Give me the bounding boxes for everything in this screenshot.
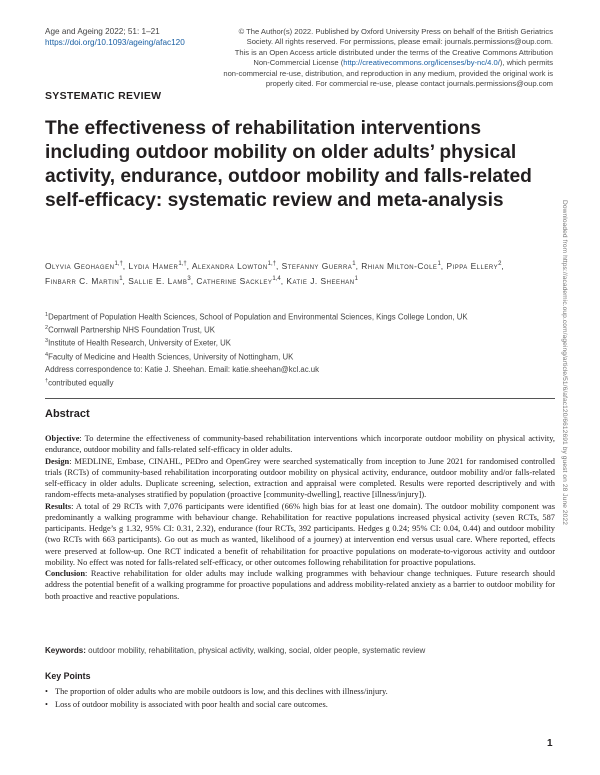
- affiliation-number: 2: [45, 325, 49, 332]
- dagger-mark: †: [45, 377, 49, 384]
- contribution-text: contributed equally: [48, 378, 114, 388]
- author-affiliation-mark: 1,†: [178, 261, 187, 267]
- author-separator: ,: [440, 260, 444, 271]
- key-point-text: Loss of outdoor mobility is associated with poor health and social care outcomes.: [55, 699, 328, 709]
- copyright-line: [220, 58, 553, 68]
- correspondence-address: Address correspondence to: Katie J. Sheehan. Email: katie.sheehan@kcl.ac.uk: [45, 365, 320, 374]
- correspondence-block: [45, 364, 545, 389]
- author-affiliation-mark: 1,†: [114, 261, 123, 267]
- affiliation-text: Cornwall Partnership NHS Foundation Trust, UK: [48, 325, 215, 335]
- copyright-line: properly cited. For commercial re-use, please contact journals.permissions@oup.com: [265, 79, 553, 89]
- author-name: Alexandra Lowton: [191, 260, 268, 271]
- author-affiliation-mark: 2: [498, 261, 502, 267]
- author-list: [45, 258, 525, 288]
- author-separator: ,: [276, 260, 279, 271]
- copyright-line: © The Author(s) 2022. Published by Oxford University Press on behalf of the British Geriatrics: [238, 27, 553, 36]
- key-points-heading: Key Points: [45, 671, 91, 681]
- author-separator: ,: [501, 260, 505, 271]
- keywords-text: outdoor mobility, rehabilitation, physical activity, walking, social, older people, systematic review: [85, 646, 426, 655]
- author-name: Stefanny Guerra: [281, 260, 353, 271]
- author-separator: ,: [186, 260, 190, 271]
- article-title: The effectiveness of rehabilitation interventions including outdoor mobility on older adults’ physical activity, endurance, outdoor mobility and falls-related self-efficacy: systematic review and meta-analysis: [45, 118, 532, 211]
- author-name: Catherine Sackley: [196, 275, 273, 286]
- abstract-heading: Abstract: [45, 408, 90, 420]
- key-point-text: The proportion of older adults who are mobile outdoors is low, and this declines with illness/injury.: [55, 687, 388, 696]
- results-text: : A total of 29 RCTs with 7,076 participants were identified (66% high bias for at least one domain). The outdoor mobility component was predominantly a walking programme with behaviour change. Rehabilitation for reactive populations increased physical activity (seven RCTs, 587 participants. Hedge’s g 1.32, 95% CI: 0.31, 2.32), endurance (four RCTs, 392 participants. Hedges g 0.24; 95% CI: 0.04, 0.44) and outdoor mobility (two RCTs with 663 participants). Go out as much as wanted, likelihood of a journey) at intervention end versus usual care. Where reported, effects were preserved at follow-up. One RCT indicated a benefit of rehabilitation for proactive populations on moderate-to-vigorous activity and outdoor mobility. No effect was noted for falls-related self-efficacy, or other outcomes following rehabilitation for proactive populations.: [45, 501, 555, 567]
- author-affiliation-mark: 1: [119, 275, 123, 282]
- affiliation-number: 1: [45, 312, 49, 318]
- divider-top: [45, 398, 555, 399]
- affiliation-item: [45, 350, 545, 363]
- author-affiliation-mark: 1: [437, 261, 441, 267]
- author-affiliation-mark: 1,4: [272, 275, 281, 282]
- copyright-line: This is an Open Access article distributed under the terms of the Creative Commons Attribution: [234, 47, 553, 57]
- author-separator: ,: [355, 260, 359, 271]
- copyright-line: Society. All rights reserved. For permissions, please email: journals.permissions@oup.com.: [246, 37, 553, 47]
- contribution-note: [45, 376, 545, 389]
- affiliation-item: [45, 336, 545, 349]
- affiliation-number: 3: [45, 338, 49, 345]
- author-affiliation-mark: 1: [352, 261, 356, 267]
- affiliation-list: [45, 310, 545, 363]
- key-point-item: [45, 699, 550, 712]
- abstract-body: [45, 433, 555, 602]
- bullet-icon: •: [45, 699, 48, 709]
- copyright-text: ), which permits: [499, 58, 553, 68]
- keywords-label: Keywords:: [45, 646, 86, 655]
- affiliation-item: [45, 323, 545, 336]
- author-name: Katie J. Sheehan: [286, 275, 355, 286]
- author-separator: ,: [280, 275, 284, 286]
- author-name: Lydia Hamer: [128, 260, 179, 271]
- journal-header: [45, 27, 185, 48]
- copyright-line: non-commercial re-use, distribution, and reproduction in any medium, provided the original work is: [223, 68, 553, 78]
- author-affiliation-mark: 3: [187, 275, 191, 282]
- affiliation-text: Faculty of Medicine and Health Sciences, University of Nottingham, UK: [48, 352, 294, 362]
- author-name: Rhian Milton-Cole: [361, 260, 438, 271]
- design-text: : MEDLINE, Embase, CINAHL, PEDro and OpenGrey were searched systematically from inception to June 2021 for randomised controlled trials (RCTs) of community-based rehabilitation incorporating outdoor mobility on physical activity, endurance, outdoor mobility and/or falls-related self-efficacy in older adults. Duplicate screening, selection, extraction and appraisal were completed. Results were reported descriptively and with random-effects meta-analyses stratified by population (proactive [community-dwelling], reactive [illness/injury]).: [45, 456, 555, 500]
- results-label: Results: [45, 501, 72, 511]
- author-name: Sallie E. Lamb: [128, 275, 188, 286]
- design-label: Design: [45, 456, 70, 466]
- author-name: Olyvia Geohagen: [45, 260, 115, 271]
- journal-citation: Age and Ageing 2022; 51: 1–21: [45, 27, 160, 36]
- author-affiliation-mark: 1,†: [267, 261, 277, 267]
- doi-link[interactable]: https://doi.org/10.1093/ageing/afac120: [45, 37, 185, 47]
- copyright-notice: [220, 27, 553, 89]
- affiliation-number: 4: [45, 351, 49, 358]
- affiliation-item: [45, 310, 545, 323]
- author-separator: ,: [122, 260, 126, 271]
- author-affiliation-mark: 1: [354, 275, 358, 282]
- license-link[interactable]: http://creativecommons.org/licenses/by-nc/4.0/: [343, 58, 500, 68]
- abstract-design: [45, 456, 555, 501]
- conclusion-text: : Reactive rehabilitation for older adults may include walking programmes with behaviour change techniques. Future research should address the potential benefit of a walking programme for proactive populations and address mobility-related anxiety as a barrier to outdoor mobility for both proactive and reactive populations.: [45, 569, 555, 601]
- objective-label: Objective: [45, 434, 80, 443]
- abstract-objective: [45, 433, 555, 456]
- section-label: SYSTEMATIC REVIEW: [45, 90, 162, 102]
- bullet-icon: •: [45, 687, 48, 696]
- affiliation-text: Institute of Health Research, University of Exeter, UK: [48, 338, 231, 348]
- author-separator: ,: [190, 275, 194, 286]
- key-points-list: [45, 686, 550, 711]
- keywords: [45, 646, 555, 655]
- author-separator: ,: [122, 275, 126, 286]
- objective-text: : To determine the effectiveness of community-based rehabilitation interventions which incorporate outdoor mobility on physical activity, endurance, outdoor mobility and falls-related self-efficacy in older adults.: [45, 434, 555, 455]
- author-name: Pippa Ellery: [446, 260, 499, 271]
- affiliation-text: Department of Population Health Sciences, School of Population and Environmental Sciences, Kings College London, UK: [48, 312, 468, 322]
- download-watermark: Downloaded from https://academic.oup.com/ageing/article/51/6/afac120/6612691 by guest on 28 June 2022: [561, 200, 568, 525]
- abstract-results: [45, 501, 555, 569]
- page-number: 1: [547, 738, 553, 749]
- author-name: Finbarr C. Martin: [45, 275, 120, 286]
- key-point-item: [45, 686, 550, 699]
- copyright-text: Non-Commercial License (: [253, 58, 344, 68]
- abstract-conclusion: [45, 568, 555, 602]
- conclusion-label: Conclusion: [45, 569, 86, 578]
